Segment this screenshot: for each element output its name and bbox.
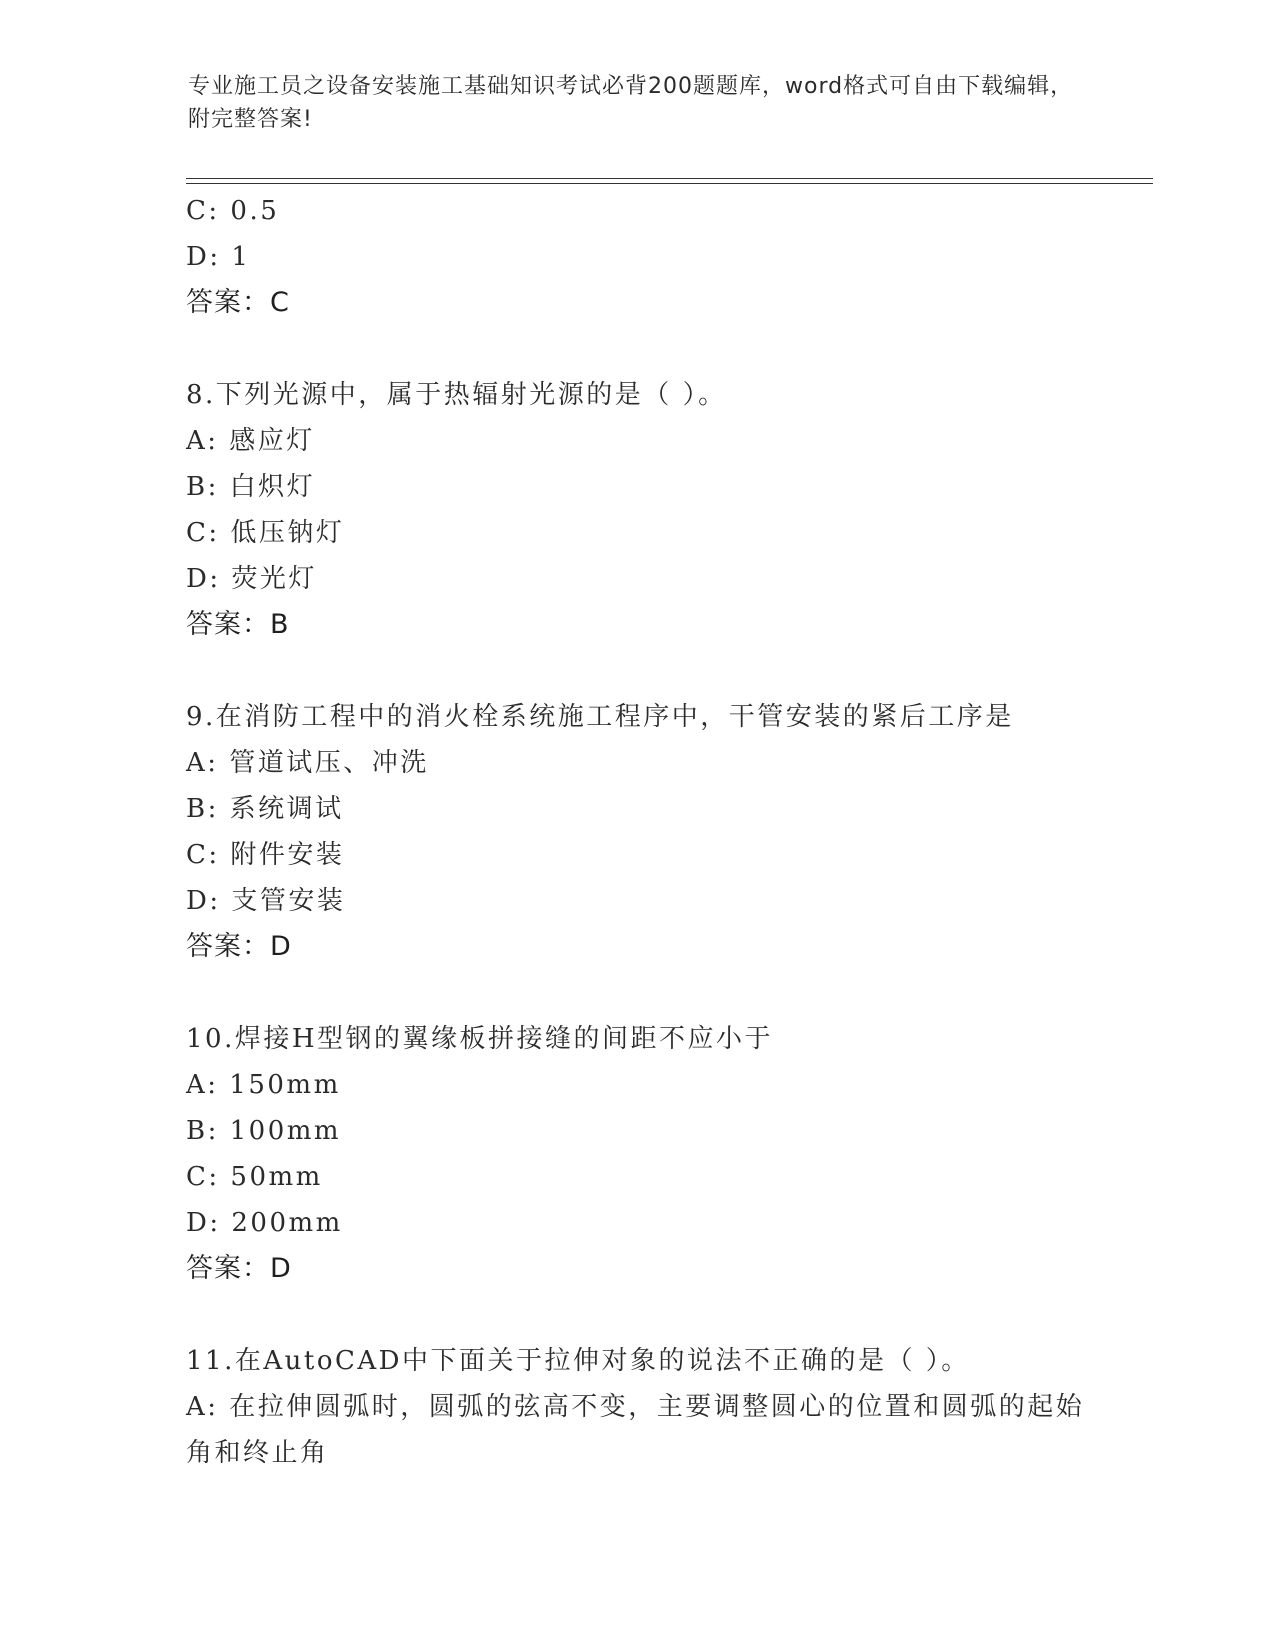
question-8 [186, 372, 1086, 648]
question-stem: 11.在AutoCAD中下面关于拉伸对象的说法不正确的是（ ）。 [186, 1346, 970, 1376]
question-11 [186, 1338, 1086, 1476]
answer-line: 答案：C [186, 287, 290, 318]
question-10 [186, 1016, 1086, 1292]
option-c: C: 低压钠灯 [186, 518, 345, 548]
question-stem: 9.在消防工程中的消火栓系统施工程序中，干管安装的紧后工序是 [186, 702, 1014, 732]
question-9 [186, 694, 1086, 970]
header-divider-top [186, 178, 1153, 179]
option-d: D: 支管安装 [186, 886, 346, 916]
page-header-title: 专业施工员之设备安装施工基础知识考试必背200题题库，word格式可自由下载编辑，附完整答案! [188, 74, 1074, 132]
option-c: C: 0.5 [186, 196, 280, 226]
spacer [186, 970, 1086, 1016]
spacer [186, 1292, 1086, 1338]
option-d: D: 200mm [186, 1208, 343, 1238]
header-divider-bottom [186, 183, 1153, 184]
option-d: D: 1 [186, 242, 251, 272]
option-a: A: 感应灯 [186, 426, 315, 456]
option-a: A: 管道试压、冲洗 [186, 748, 429, 778]
answer-line: 答案：D [186, 1253, 292, 1284]
spacer [186, 326, 1086, 372]
option-b: B: 白炽灯 [186, 472, 316, 502]
question-7-continued [186, 188, 1086, 326]
answer-line: 答案：B [186, 609, 290, 640]
answer-line: 答案：D [186, 931, 292, 962]
spacer [186, 648, 1086, 694]
option-c: C: 附件安装 [186, 840, 345, 870]
option-d: D: 荧光灯 [186, 564, 317, 594]
question-list [186, 188, 1086, 1476]
question-stem: 10.焊接H型钢的翼缘板拼接缝的间距不应小于 [186, 1024, 774, 1054]
option-b: B: 系统调试 [186, 794, 344, 824]
option-b: B: 100mm [186, 1116, 342, 1146]
option-a: A: 150mm [186, 1070, 341, 1100]
option-c: C: 50mm [186, 1162, 323, 1192]
question-stem: 8.下列光源中，属于热辐射光源的是（ ）。 [186, 380, 727, 410]
option-a: A: 在拉伸圆弧时，圆弧的弦高不变，主要调整圆心的位置和圆弧的起始角和终止角 [186, 1392, 1085, 1468]
